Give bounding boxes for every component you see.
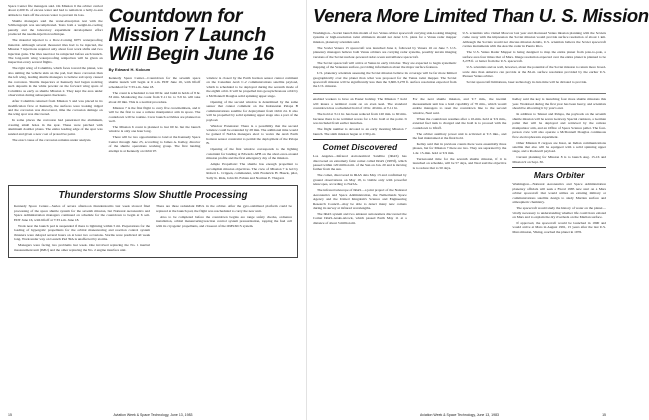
right-column-1 [313, 31, 457, 90]
mars-title: Mars Orbiter [533, 170, 585, 181]
comet-paragraph: The infrared telescope of IRAS—a joint project of the National Aeronautics and Space Administration, the Netherlands Space Agency and the United Kingdom's Science and Engineering Research Council—may be able to detect many new comets during its survey at infrared wavelengths. [313, 188, 407, 211]
comet-title: Comet Discovered [322, 142, 398, 153]
comet-paragraph: The IRAS system and two amateur astronomers discovered the Comet IRAS-Araki-Alcock, which passed Earth May 11 at a distance of about 3 million mi. [313, 212, 407, 225]
article-paragraph: Opening of the first window corresponds to the lighting constraint for landing at Edwards AFB on the abort-once-around mission profile and the first emergency day of the mission. [206, 147, 299, 161]
left-main-article [109, 4, 298, 181]
article-paragraph: Space Center file managers said. On Mission 6 the orbiter carried about 2,200 lb. of excess water and had to remain in a belly-to-sun attitude to burn off the excess water to prevent its loss. [8, 4, 103, 17]
article-paragraph: Current planning for Mission 8 is to launch Aug. 15-16 and Mission 9 on Sept. 30. [512, 155, 607, 164]
right-column-2 [463, 31, 607, 86]
right-page [307, 0, 649, 420]
page-number: 15 [8, 413, 12, 417]
article-paragraph: enabled workers to have an Easter holiday. The Mission 7 hold will insure a terminal count on an even keel. The standard countdown has a scheduled hold of 10 hr. 40 min. at T-11 hr. [313, 97, 407, 111]
article-paragraph: U.S. planetary scientists assessing the Soviet mission believe its coverage will be far more limited geographically over the planet than what was proposed for the Venus radar mapper. The Soviet spacecraft mission will be significantly less than the 3,600-3,278 ft. surface resolution expected from the U.S. mission. [313, 71, 457, 89]
comet-paragraph: Los Angeles—Infrared Astronomical Satellite (IRAS) has discovered an extremely faint comet called IRAS (1983f), which passed within 120 million mi. of the Sun on Jan. 20 and is moving farther from the sun. [313, 154, 407, 172]
article-paragraph: The flight number is devoted to an early morning Mission 7 launch. The sixth mission began at 1:30 p.m. [313, 127, 407, 136]
article-paragraph: Soviet spacecraft limitations, laser technology in data time will be dictated to provide. [466, 80, 588, 85]
article-paragraph: The Soviet spacecraft will arrive at Venus in early October. They are expected to begin systematic mapping of the Venusian surface, providing information about the major surface features. [313, 60, 457, 70]
right-top-columns [313, 31, 606, 90]
article-paragraph: For the next shuttle mission, and T-7 min., the inertial measurement unit has a hold capability of 70 min., which would enable managers to reset the countdown line to the second window, Neal said. [412, 97, 507, 115]
article-paragraph: U.S. scientists who visited Moscow last year and discussed Venus mission planning with the Soviets came away with the impression the Soviet mission would provide surface resolution of about 1 km. Although the Soviets would not discuss mission details, U.S. scientists believe the Soviet spacecraft carries instruments with the Arecibo radar in Puerto Rico. [462, 31, 606, 49]
article-paragraph: The exact cause of the corrosion remains under analysis. [12, 137, 92, 142]
thunderstorms-box [8, 185, 298, 257]
box-paragraph: Kennedy Space Center—Series of severe afternoon thunderstorms last week slowed final processing of the space shuttle system for the seventh mission, but National Aeronautics and Space Administration managers continued on schedule for the countdown to begin at 6 a.m. EDT June 16, with liftoff at 7:33 a.m. June 18. [14, 204, 150, 222]
headline-venera: Venera More Limited Than U. S. Mission [313, 5, 649, 26]
page-number: 15 [602, 413, 606, 417]
box-column-2 [156, 204, 292, 253]
left-column-1 [8, 4, 103, 144]
box-columns [14, 204, 292, 253]
box-column-1 [14, 204, 150, 253]
left-article-columns [109, 76, 298, 181]
article-paragraph: The hold at T-11 hr. has been reduced from 120 min. to 60 min. because there is no terminal recess for a 3-hr. hold at the point. It was included from earlier launches. [313, 112, 407, 126]
article-paragraph: Opening of the second window is determined by the same sensor that cannot comment on the Indonesian Palapa B communications satellite for deployment from Orbit 24. It also will be propelled by solid spinning upper stage also a part of the payload. [206, 99, 299, 122]
left-column-3 [206, 76, 298, 181]
article-paragraph: Kelley said that in previous counts there were essentially three phases, but for Mission 7 there are two. They are separated by the 1-hr. 15-min. hold at T-9 min. [412, 142, 507, 155]
headline-countdown: Countdown for Mission 7 Launch Will Begin June 16 [108, 5, 274, 65]
article-paragraph: window is closed by the Earth horizon sensor cannot comment on the Canadian Arab C-2 communications satellite payload, which is scheduled to be deployed during the seventh mode of the eighth orbit. It will be propelled into geosynchronous orbit by a McDonnell Douglas solid spinning upper stage. [206, 76, 299, 98]
article-paragraph: When the countdown resumes after a 10-min. hold at T-9 min., external fuel tank is charged and the hold is to proceed with the countdown to liftoff. [412, 116, 507, 130]
comet-sidebox [313, 139, 407, 225]
footer-publication: Aviation Week & Space Technology, June 13, 1983 [113, 413, 193, 417]
article-paragraph: Kennedy Space Center—Countdown for the seventh space shuttle launch will begin at 6 a.m. EDT June 16, with liftoff scheduled for 7:33 a.m. June 18. [108, 76, 201, 89]
article-paragraph: After Columbia returned from Mission 5 and was placed in its modification flow at Kennedy, the surfaces were looking ridged and the corrosion was discovered, time the corrosion damage on the wing spar was discovered. [8, 99, 103, 117]
box-paragraph: Also to be completed before the countdown begins are range safety checks, ordnance installation, orbital maneuvering/reaction control system pressurization, topping the fuel cell with its cryogenic propellants, and closeout of the OMS/RCS system. [156, 214, 292, 228]
article-paragraph: The U.S. Venus Radar Mapper is being designed to map the entire planet from pole-to-pole, a surface area four times that of Mars. Image resolution expected over the entire planet is planned to be 3,278 ft. or better from the U.S. spacecraft. [462, 50, 606, 64]
article-paragraph: The right wing of Columbia, which faces toward the planet, was also aiming the vehicle skin on the pad, had more corrosion than the left wing, leading shuttle managers to believe salt spray caused the corrosion. Shuttle inspectors at Kennedy had begun noticing such deposits in the white powder on the forward wing spars of Columbia as early as shuttle Mission 2. They kept the area under observation during subsequent checkouts. [8, 66, 103, 98]
article-paragraph: In addition to Telesat and Palapa, the payloads on the seventh shuttle mission will be seven Getaway Special canisters, a German pallet that will be deployed and retrieved by the remote manipulator arm, and an Office of Space Science pallet. The four-person crew will also operate a McDonnell Douglas continuous flow electrophoresis experiment. [512, 112, 607, 139]
box-paragraph: Managers were facing two problems last week. One involved replacing the No. 1 inertial measurement unit (IMU) and the other replacing the No. 2 engine interface unit. [14, 243, 150, 252]
mars-sidebox [512, 167, 606, 234]
article-paragraph: The Soviet Venera 15 spacecraft was launched June 2, followed by Venera 16 on June 7. U.S. planetary managers believe both Venus orbiters are carrying radar systems, possibly terrain imaging versions of the Soviet nuclear-powered radar ocean surveillance spacecraft. [313, 45, 457, 59]
article-paragraph: In some places the corrosion had penetrated the aluminum, creating small holes in the spar. These were patched with aluminum doubler plates. The entire leading edge of the spar was sanded and given a new coat of protective paint. [8, 118, 103, 136]
right-column-4 [413, 97, 507, 171]
article-paragraph: Window Extension: There is a possibility that the second window could be extended by 28 min. The additional time would be gained if NASA managers elect to waive the Arab Earth horizon sensor constraint to permit the deployment of the Palapa B. [206, 123, 299, 146]
left-page [0, 0, 307, 420]
footer-publication: Aviation Week & Space Technology, June 13, 1983 [420, 413, 499, 417]
right-bottom-columns [313, 97, 606, 235]
byline: By Edward H. Kolcum [108, 67, 151, 72]
article-paragraph: Kelley said the key is launching four more shuttle missions this year. Workload during the first year has been heavy, and scientists should be allocating it by year's end. [512, 97, 607, 111]
mars-paragraph: If approved, the spacecraft would be launched in 1990 and would arrive at Mars in August 1991, 15 years after the last U.S. Mars mission, Viking, reached the planet in 1976. [512, 220, 607, 234]
right-column-3 [313, 97, 407, 226]
mars-paragraph: Washington—National Aeronautics and Space Administration planetary officials will seek a Fiscal 1985 new start on a Mars orbiter spacecraft that would utilize an existing military or communications satellite design to study Martian surface and atmospheric chemistry. [512, 182, 607, 205]
article-paragraph: The material injected is a Dow-Corning 6075 waterproofing material. Although several thousand tiles had to be injected, the Mission 7 injections required only about four work shifts and two injection guns. The tiles need not be reinjected before each launch. The long-term wing waterproofing reinjection will be given an inspection every several flights. [8, 38, 103, 65]
article-paragraph: The count is scheduled to last 60 hr. and build in holds of 8 hr. 33 min. Monitoring the count from T-11 hr. to T-9 hr. will take about 20 min. This is a normal procedure. [108, 90, 201, 104]
article-paragraph: Turnaround time for the seventh shuttle mission, if it is launched on schedule, will be 57 days, and Neal said the objective is to reduce that to 50 days. [412, 156, 507, 170]
left-column-2 [109, 76, 201, 155]
article-paragraph: U.S. scientists and as well, however, about the potential of the Soviet mission to return more broad-scale data than America can provide at the 82-m. surface resolution provided by the earlier U.S. Pioneer Venus orbiter. [462, 65, 606, 79]
section-divider [313, 93, 606, 94]
box-paragraph: Work near the launch pad is suspended if there is lightning within 5 mi. Preparations for the loading of hypergolic propellants for the orbital maneuvering and reaction control system thrusters were delayed several hours on at least two occasions. Storms were predicted all week long. Work under way on Launch Pad 39A is unaffected by storms. [14, 223, 150, 242]
right-footer [313, 413, 606, 417]
article-paragraph: Ample Propellant: The shuttle has enough propellant to accomplish mission objectives. The crew of Mission 7 is led by Robert L. Crippen, commander, with Frederick H. Hauck, pilot, Sally K. Ride, John M. Fabian and Norman E. Thagard. [206, 162, 299, 180]
left-top-columns [8, 4, 298, 181]
article-paragraph: Shuttle managers said the water-absorption test with the Schlieragraph was uncomplicated. Tests both a weight-in-cooling penalty and the laboratory experiment development effort produced the needle-injection technique. [8, 18, 103, 37]
mars-paragraph: The spacecraft would study the history of water on the planet—vitally necessary to understanding whether life could have existed on Mars and to explain the dry riverbeds on the Martian surface. [512, 206, 607, 219]
article-paragraph: There will be two opportunities to land at the Kennedy Space Center through June 25, according to James A. Kelley, director of the shuttle operations working group. The first landing attempt is at Kennedy on Orbit 97. [108, 135, 201, 153]
box-paragraph: There are three redundant IMUs in the orbiter. After the gyro-stabilized platform could be replaced at the launch pad, the flight was rescheduled to carry the new unit. [156, 204, 292, 213]
article-paragraph: Other Mission 8 cargoes are Insat, an Indian communications satellite that also will be equipped with a solid spinning upper stage, and a Rockwell payload. [512, 140, 607, 154]
article-paragraph: The orbiter auxiliary power unit is activated at T-5 min., and the fuel maintained at the final hold. [412, 131, 507, 141]
article-paragraph: Mission 7 is the first flight to carry five crewmembers, and it will be the first to use a remote manipulator arm in space. The countdown will be routine. Crew launch activities are planned as well. [108, 105, 201, 124]
article-paragraph: The Mission 6 count is planned to last 60 hr. but the launch window is only one hour long. [108, 125, 201, 134]
right-column-5 [512, 97, 606, 235]
comet-paragraph: The comet, discovered in IRAS data May 13 and confirmed by ground observations on May 18, is visible only with powerful telescopes, according to NASA. [313, 173, 407, 187]
box-title: Thunderstorms Slow Shuttle Processing [58, 190, 248, 202]
article-paragraph: Washington—Soviet launch this month of two Venus orbiter spacecraft carrying side-looking imaging systems or high-resolution radar altimeters should not deter U.S. plans for a Venus radar mapper mission, planetary scientists said. [313, 31, 457, 44]
left-footer [8, 413, 298, 417]
